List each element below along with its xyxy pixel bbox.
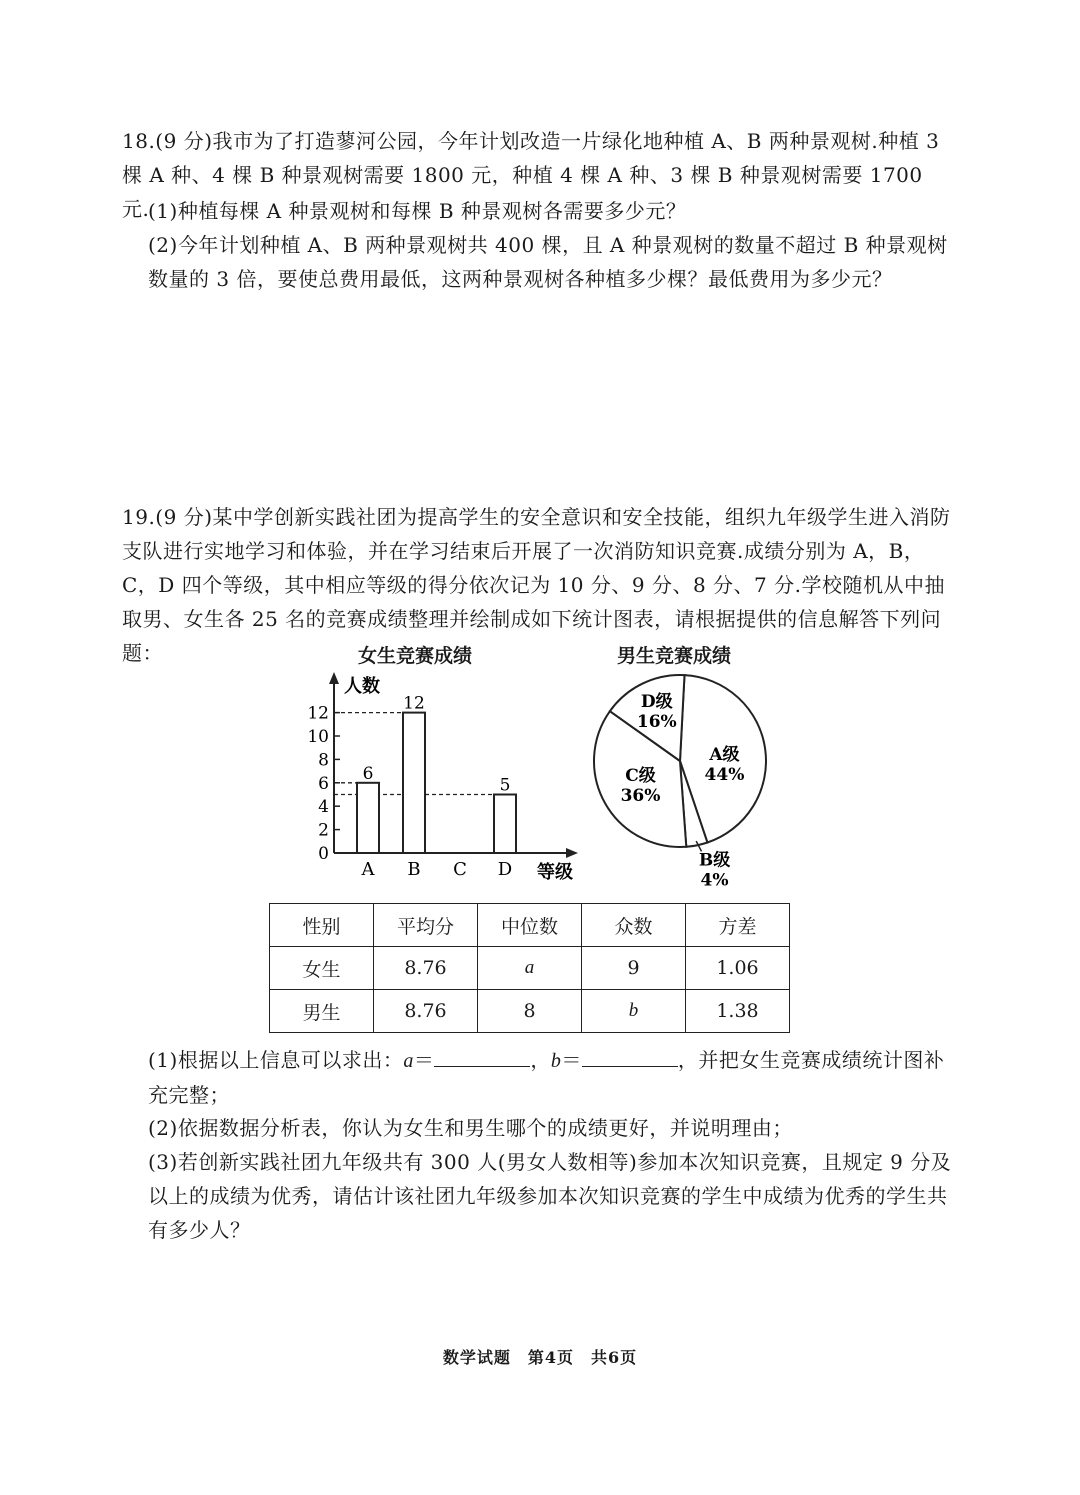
pie-label: A级 (709, 744, 740, 765)
x-tick-label: A (361, 859, 375, 880)
bar-chart-title: 女生竞赛成绩 (358, 645, 473, 667)
q19-part1-tail: ，并把女生竞赛成绩统计图补充完整； (148, 1048, 945, 1107)
answer-blank-b[interactable] (582, 1046, 678, 1067)
q19-stem: 19.(9 分)某中学创新实践社团为提高学生的安全意识和安全技能，组织九年级学生进入消防支队进行实地学习和体验，并在学习结束后开展了一次消防知识竞赛.成绩分别为 A，B，C，D 四个等级，其中相应等级的得分依次记为 10 分、9 分、8 分、7 分.学校随机从中抽取男、女生各 25 名的竞赛成绩整理并绘制成如下统计图表，请根据提供的信息解答下列问题： (122, 505, 951, 665)
data-label: 6 (362, 763, 374, 784)
stats-table (269, 903, 790, 1033)
y-tick-label: 12 (307, 703, 329, 724)
pie-chart-title: 男生竞赛成绩 (617, 645, 732, 667)
var-b: b (550, 1050, 562, 1072)
table-cell: 1.38 (686, 990, 790, 1033)
y-tick-label: 6 (318, 773, 329, 794)
q18-part1: (1)种植每棵 A 种景观树和每棵 B 种景观树各需要多少元？ (148, 199, 687, 223)
table-cell: b (582, 990, 686, 1033)
pie-percent-label: 36% (620, 786, 661, 807)
y-tick-label: 4 (318, 797, 329, 818)
table-cell: 8 (478, 990, 582, 1033)
data-label: 5 (499, 775, 511, 796)
x-tick-label: D (497, 859, 513, 880)
bar (357, 783, 379, 853)
x-tick-label: B (407, 859, 421, 880)
q18-stem: 18.(9 分)我市为了打造蓼河公园，今年计划改造一片绿化地种植 A、B 两种景观树.种植 3 棵 A 种、4 棵 B 种景观树需要 1800 元，种植 4 棵 A 种、3 棵 B 种景观树需要 1700 元. (122, 129, 940, 221)
q19-part1-lead: (1)根据以上信息可以求出： (148, 1048, 404, 1072)
table-cell: 男生 (270, 990, 374, 1033)
data-label: 12 (403, 693, 425, 714)
pie-label: C级 (625, 766, 656, 787)
table-cell: 8.76 (374, 947, 478, 990)
q19-part2: (2)依据数据分析表，你认为女生和男生哪个的成绩更好，并说明理由； (148, 1116, 793, 1140)
page-footer: 数学试题 第4页 共6页 (442, 1348, 638, 1367)
comma: ， (530, 1048, 551, 1072)
x-tick-label: C (453, 859, 467, 880)
table-header: 平均分 (374, 904, 478, 947)
x-axis-label: 等级 (537, 862, 573, 883)
pie-label: D级 (640, 691, 673, 712)
table-header: 中位数 (478, 904, 582, 947)
bar (494, 795, 516, 854)
pie-label: B级 (698, 850, 731, 871)
y-tick-label: 2 (318, 820, 329, 841)
q19-part3: (3)若创新实践社团九年级共有 300 人(男女人数相等)参加本次知识竞赛，且规定 9 分及以上的成绩为优秀，请估计该社团九年级参加本次知识竞赛的学生中成绩为优秀的学生共有多少人？ (148, 1150, 952, 1242)
table-cell: 9 (582, 947, 686, 990)
q18-part2: (2)今年计划种植 A、B 两种景观树共 400 棵，且 A 种景观树的数量不超过 B 种景观树数量的 3 倍，要使总费用最低，这两种景观树各种植多少棵？最低费用为多少元？ (148, 233, 948, 291)
var-a: a (403, 1050, 414, 1072)
y-tick-label: 8 (318, 750, 329, 771)
table-header-row (270, 904, 790, 947)
answer-blank-a[interactable] (434, 1046, 530, 1067)
table-cell: a (478, 947, 582, 990)
equals-sign: ＝ (561, 1048, 582, 1072)
x-axis-arrow (566, 848, 578, 858)
table-header: 性别 (270, 904, 374, 947)
table-cell: 1.06 (686, 947, 790, 990)
pie-percent-label: 44% (704, 764, 745, 785)
bar (403, 713, 425, 853)
table-row (270, 947, 790, 990)
table-row (270, 990, 790, 1033)
table-cell: 女生 (270, 947, 374, 990)
y-axis-arrow (329, 672, 339, 684)
y-tick-label: 10 (307, 727, 329, 747)
pie-percent-label: 4% (700, 870, 729, 891)
table-cell: 8.76 (374, 990, 478, 1033)
y-axis-label: 人数 (344, 676, 380, 697)
bar-chart (300, 668, 600, 898)
pie-chart (588, 668, 798, 898)
q19-part1 (122, 1043, 952, 1112)
table-header: 众数 (582, 904, 686, 947)
table-header: 方差 (686, 904, 790, 947)
y-tick-label: 0 (318, 844, 329, 864)
equals-sign: ＝ (413, 1048, 435, 1072)
pie-percent-label: 16% (636, 711, 677, 732)
